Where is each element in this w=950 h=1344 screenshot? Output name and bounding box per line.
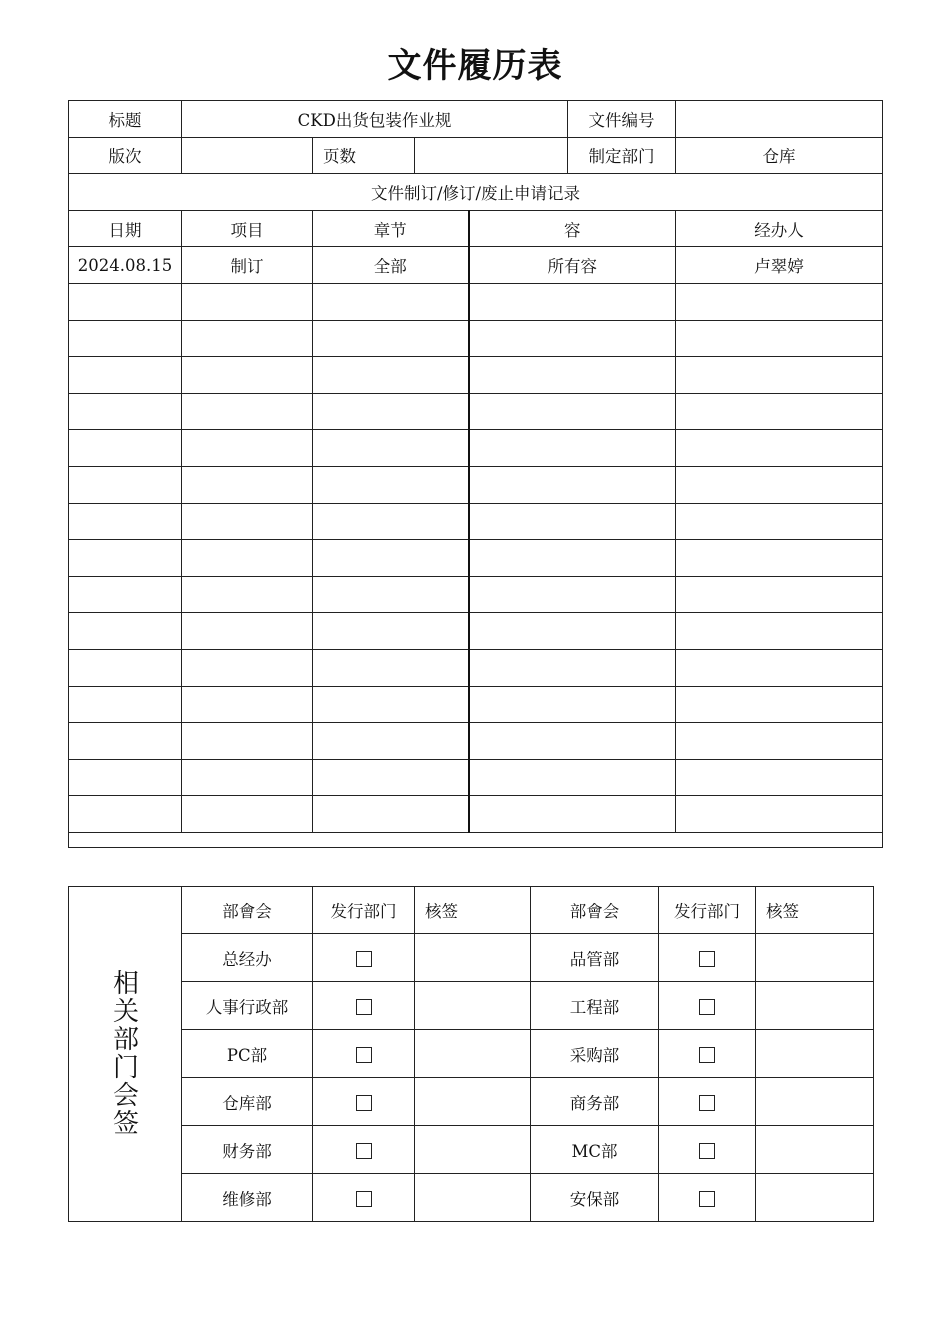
record-cell[interactable] [313,283,469,320]
record-cell[interactable] [182,503,313,540]
document-history-table [68,100,883,848]
record-cell[interactable] [469,320,676,357]
issue-dept-checkbox[interactable] [699,1191,715,1207]
record-row [69,576,883,613]
record-cell[interactable] [69,283,182,320]
record-column-header: 项目 [182,210,313,247]
record-cell[interactable] [469,759,676,796]
signoff-row [69,1126,874,1174]
record-row [69,430,883,467]
record-cell[interactable] [182,613,313,650]
record-cell[interactable] [676,723,883,760]
issue-dept-checkbox[interactable] [699,999,715,1015]
department-name: 安保部 [531,1174,659,1222]
record-cell[interactable] [69,466,182,503]
record-cell[interactable] [182,283,313,320]
record-row [69,283,883,320]
record-cell[interactable] [469,723,676,760]
record-row [69,649,883,686]
countersign-cell[interactable] [415,934,531,982]
record-cell[interactable] [182,759,313,796]
pages-value[interactable] [415,137,568,174]
record-cell[interactable] [469,393,676,430]
record-cell[interactable] [469,466,676,503]
record-cell[interactable]: 制订 [182,247,313,284]
record-column-header: 章节 [313,210,469,247]
countersign-cell[interactable] [756,1126,874,1174]
issue-dept-cell [659,934,756,982]
record-cell[interactable]: 2024.08.15 [69,247,182,284]
record-cell[interactable] [676,503,883,540]
department-name: 财务部 [182,1126,313,1174]
record-row [69,503,883,540]
record-cell[interactable] [69,357,182,394]
department-name: 商务部 [531,1078,659,1126]
issue-dept-checkbox[interactable] [356,1095,372,1111]
record-row [69,320,883,357]
signoff-column-header: 发行部门 [313,887,415,934]
countersign-cell[interactable] [415,1126,531,1174]
version-label: 版次 [69,137,182,174]
record-cell[interactable] [469,503,676,540]
record-row [69,357,883,394]
department-name: 维修部 [182,1174,313,1222]
record-cell[interactable] [69,796,182,833]
issue-dept-cell [313,1030,415,1078]
record-cell[interactable] [676,649,883,686]
issue-dept-cell [659,1030,756,1078]
record-cell[interactable] [676,686,883,723]
title-row [69,101,883,138]
record-row [69,796,883,833]
record-cell[interactable] [469,686,676,723]
signoff-column-header: 核签 [756,887,874,934]
issue-dept-cell [659,1174,756,1222]
record-cell[interactable] [69,759,182,796]
dept-label: 制定部门 [568,137,676,174]
record-cell[interactable] [313,576,469,613]
record-cell[interactable] [676,357,883,394]
countersign-cell[interactable] [415,982,531,1030]
version-row [69,137,883,174]
record-cell[interactable] [676,576,883,613]
record-cell[interactable] [469,649,676,686]
record-cell[interactable] [676,540,883,577]
record-cell[interactable] [182,540,313,577]
docno-label: 文件编号 [568,101,676,138]
record-cell[interactable] [676,393,883,430]
record-cell[interactable] [469,796,676,833]
pages-label: 页数 [313,137,415,174]
record-cell[interactable] [69,649,182,686]
issue-dept-checkbox[interactable] [356,999,372,1015]
record-row [69,466,883,503]
record-row [69,393,883,430]
issue-dept-checkbox[interactable] [699,1047,715,1063]
issue-dept-cell [313,982,415,1030]
countersign-cell[interactable] [756,934,874,982]
record-cell[interactable] [313,796,469,833]
department-name: 品管部 [531,934,659,982]
dept-value[interactable]: 仓库 [676,137,883,174]
record-cell[interactable] [469,540,676,577]
signoff-side-label: 相关部门会签 [113,969,140,1139]
record-cell[interactable] [313,686,469,723]
record-row [69,613,883,650]
record-column-header: 容 [469,210,676,247]
record-column-header: 经办人 [676,210,883,247]
record-cell[interactable] [469,576,676,613]
record-row [69,759,883,796]
countersign-cell[interactable] [415,1174,531,1222]
record-cell[interactable] [469,357,676,394]
record-cell[interactable]: 卢翠婷 [676,247,883,284]
signoff-row [69,934,874,982]
issue-dept-cell [313,1126,415,1174]
record-cell[interactable] [182,430,313,467]
record-cell[interactable] [69,430,182,467]
record-row [69,686,883,723]
issue-dept-cell [313,934,415,982]
countersign-cell[interactable] [756,1078,874,1126]
countersign-cell[interactable] [756,1030,874,1078]
record-cell[interactable] [182,796,313,833]
record-cell[interactable] [676,430,883,467]
document-title: 文件履历表 [387,46,563,86]
issue-dept-checkbox[interactable] [356,1143,372,1159]
signoff-header-row [69,887,874,934]
record-cell[interactable] [313,466,469,503]
record-cell[interactable] [182,393,313,430]
department-name: MC部 [531,1126,659,1174]
department-name: 仓库部 [182,1078,313,1126]
record-cell[interactable] [469,613,676,650]
issue-dept-checkbox[interactable] [699,951,715,967]
record-cell[interactable] [69,686,182,723]
record-body [69,210,883,832]
issue-dept-checkbox[interactable] [356,951,372,967]
issue-dept-cell [659,982,756,1030]
record-cell[interactable] [69,540,182,577]
record-cell[interactable] [469,430,676,467]
issue-dept-checkbox[interactable] [356,1191,372,1207]
record-cell[interactable] [182,320,313,357]
issue-dept-checkbox[interactable] [699,1095,715,1111]
record-column-header: 日期 [69,210,182,247]
record-row [69,247,883,284]
docno-value[interactable] [676,101,883,138]
countersign-cell[interactable] [756,1174,874,1222]
record-cell[interactable]: 全部 [313,247,469,284]
record-header-row [69,210,883,247]
record-cell[interactable] [676,320,883,357]
record-cell[interactable] [313,357,469,394]
signoff-row [69,1030,874,1078]
record-cell[interactable] [313,613,469,650]
record-cell[interactable]: 所有容 [469,247,676,284]
signoff-side-label-cell [69,887,182,1222]
signoff-body [69,887,874,1222]
signoff-row [69,1174,874,1222]
record-cell[interactable] [69,576,182,613]
signoff-row [69,1078,874,1126]
signoff-row [69,982,874,1030]
issue-dept-checkbox[interactable] [356,1047,372,1063]
record-cell[interactable] [313,503,469,540]
record-cell[interactable] [469,283,676,320]
record-cell[interactable] [313,540,469,577]
record-cell[interactable] [182,357,313,394]
signoff-table [68,886,874,1222]
department-name: 总经办 [182,934,313,982]
spacer-cell [69,832,883,847]
record-cell[interactable] [313,320,469,357]
countersign-cell[interactable] [415,1030,531,1078]
department-name: 人事行政部 [182,982,313,1030]
record-cell[interactable] [313,430,469,467]
record-cell[interactable] [676,466,883,503]
record-cell[interactable] [313,759,469,796]
record-cell[interactable] [182,686,313,723]
signoff-column-header: 核签 [415,887,531,934]
record-cell[interactable] [313,649,469,686]
record-row [69,723,883,760]
record-cell[interactable] [182,576,313,613]
record-cell[interactable] [676,796,883,833]
record-cell[interactable] [69,393,182,430]
issue-dept-cell [659,1126,756,1174]
record-cell[interactable] [313,723,469,760]
record-cell[interactable] [676,283,883,320]
issue-dept-cell [659,1078,756,1126]
record-cell[interactable] [69,503,182,540]
version-value[interactable] [182,137,313,174]
title-value[interactable]: CKD出货包装作业规 [182,101,568,138]
issue-dept-cell [313,1174,415,1222]
record-cell[interactable] [182,649,313,686]
signoff-column-header: 部會会 [182,887,313,934]
countersign-cell[interactable] [756,982,874,1030]
record-cell[interactable] [69,320,182,357]
issue-dept-checkbox[interactable] [699,1143,715,1159]
issue-dept-cell [313,1078,415,1126]
record-cell[interactable] [313,393,469,430]
record-cell[interactable] [676,759,883,796]
record-section-title: 文件制订/修订/废止申请记录 [69,174,883,211]
record-section-row [69,174,883,211]
title-label: 标题 [69,101,182,138]
department-name: 采购部 [531,1030,659,1078]
record-cell[interactable] [182,723,313,760]
signoff-column-header: 发行部门 [659,887,756,934]
countersign-cell[interactable] [415,1078,531,1126]
record-cell[interactable] [69,723,182,760]
record-cell[interactable] [676,613,883,650]
record-cell[interactable] [69,613,182,650]
record-row [69,540,883,577]
spacer-row [69,832,883,847]
record-cell[interactable] [182,466,313,503]
department-name: PC部 [182,1030,313,1078]
signoff-column-header: 部會会 [531,887,659,934]
department-name: 工程部 [531,982,659,1030]
